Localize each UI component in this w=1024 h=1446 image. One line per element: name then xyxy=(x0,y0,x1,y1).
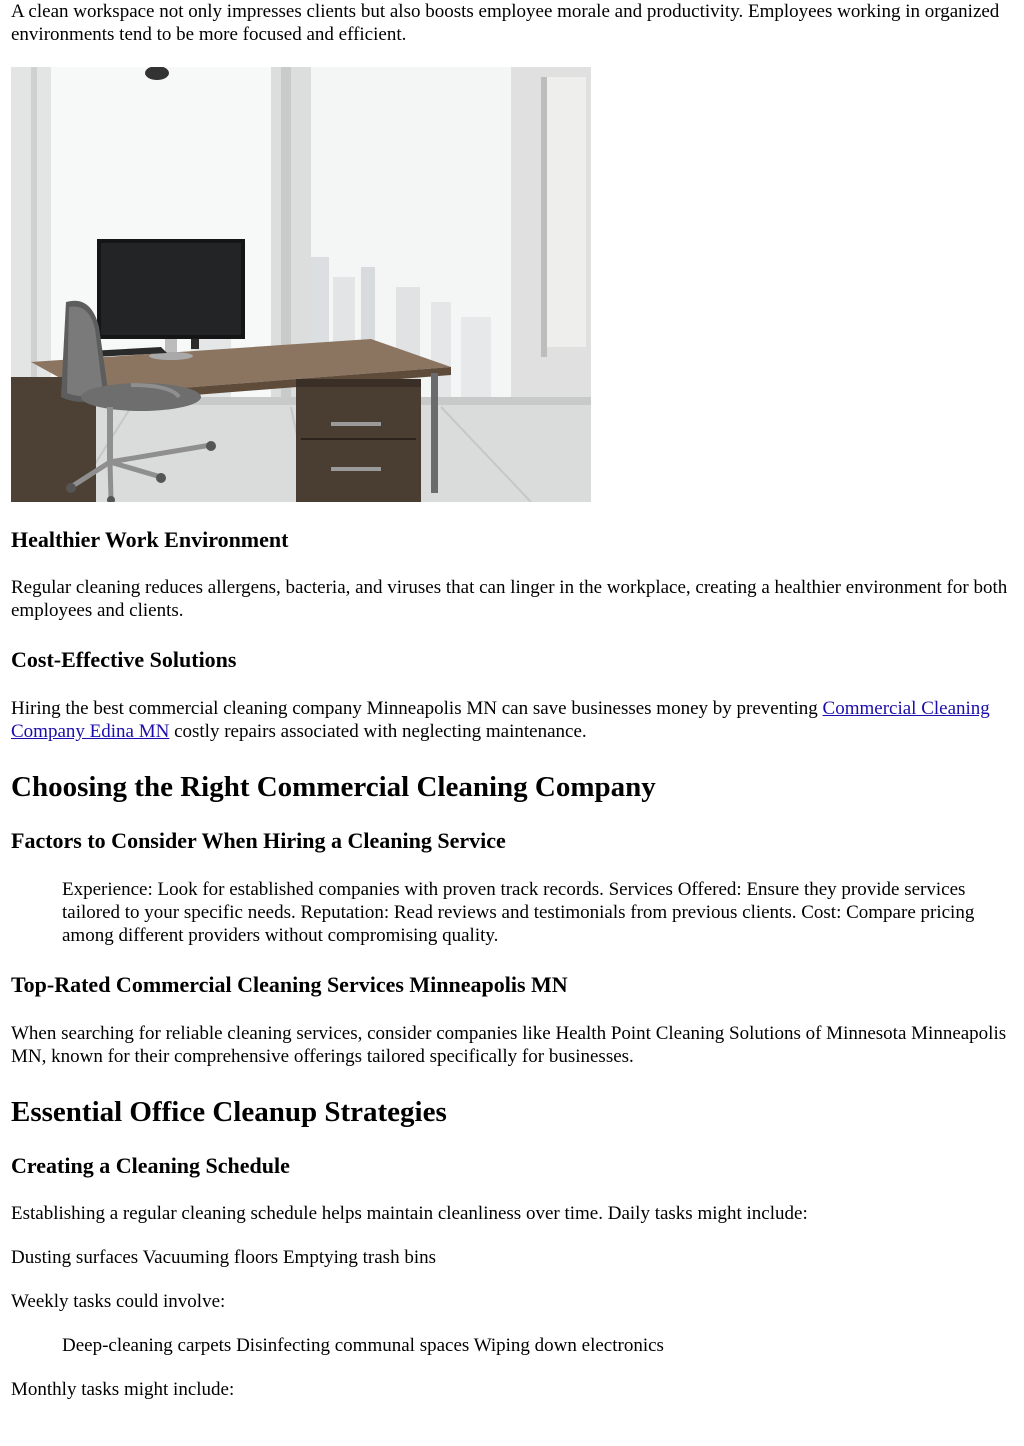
weekly-tasks-blockquote: Deep-cleaning carpets Disinfecting communal spaces Wiping down electronics xyxy=(62,1335,664,1356)
heading-cost-effective-solutions: Cost-Effective Solutions xyxy=(11,647,237,672)
daily-tasks-paragraph: Dusting surfaces Vacuuming floors Emptying trash bins xyxy=(11,1247,436,1268)
heading-factors-to-consider: Factors to Consider When Hiring a Cleaning Service xyxy=(11,828,506,853)
schedule-paragraph: Establishing a regular cleaning schedule helps maintain cleanliness over time. Daily tasks might include: xyxy=(11,1203,808,1224)
heading-essential-office-cleanup: Essential Office Cleanup Strategies xyxy=(11,1096,447,1128)
heading-creating-cleaning-schedule: Creating a Cleaning Schedule xyxy=(11,1153,290,1178)
office-photo xyxy=(11,67,591,502)
intro-paragraph: A clean workspace not only impresses clients but also boosts employee morale and productivity. Employees working in organized environments tend to be more focused and efficient. xyxy=(11,1,1000,45)
commercial-cleaning-edina-link[interactable]: Commercial Cleaning Company Edina MN xyxy=(11,698,990,742)
weekly-intro-paragraph: Weekly tasks could involve: xyxy=(11,1291,226,1312)
cost-text-before: Hiring the best commercial cleaning company Minneapolis MN can save businesses money by preventing xyxy=(11,698,823,719)
cost-paragraph xyxy=(11,697,1013,743)
top-rated-paragraph: When searching for reliable cleaning services, consider companies like Health Point Cleaning Solutions of Minnesota Minneapolis MN, known for their comprehensive offerings tailored specifically for businesses. xyxy=(11,1023,1007,1067)
healthier-paragraph: Regular cleaning reduces allergens, bacteria, and viruses that can linger in the workplace, creating a healthier environment for both employees and clients. xyxy=(11,577,1008,621)
monthly-intro-paragraph: Monthly tasks might include: xyxy=(11,1379,235,1400)
heading-choosing-right-company: Choosing the Right Commercial Cleaning Company xyxy=(11,771,656,803)
heading-healthier-work-environment: Healthier Work Environment xyxy=(11,527,289,552)
factors-blockquote: Experience: Look for established companies with proven track records. Services Offered: Ensure they provide services tailored to your specific needs. Reputation: Read reviews and testimonials from previous clients. Cost: Compare pricing among different providers without compromising quality. xyxy=(62,879,975,946)
cost-text-after: costly repairs associated with neglecting maintenance. xyxy=(169,721,587,742)
heading-top-rated-services: Top-Rated Commercial Cleaning Services Minneapolis MN xyxy=(11,972,568,997)
